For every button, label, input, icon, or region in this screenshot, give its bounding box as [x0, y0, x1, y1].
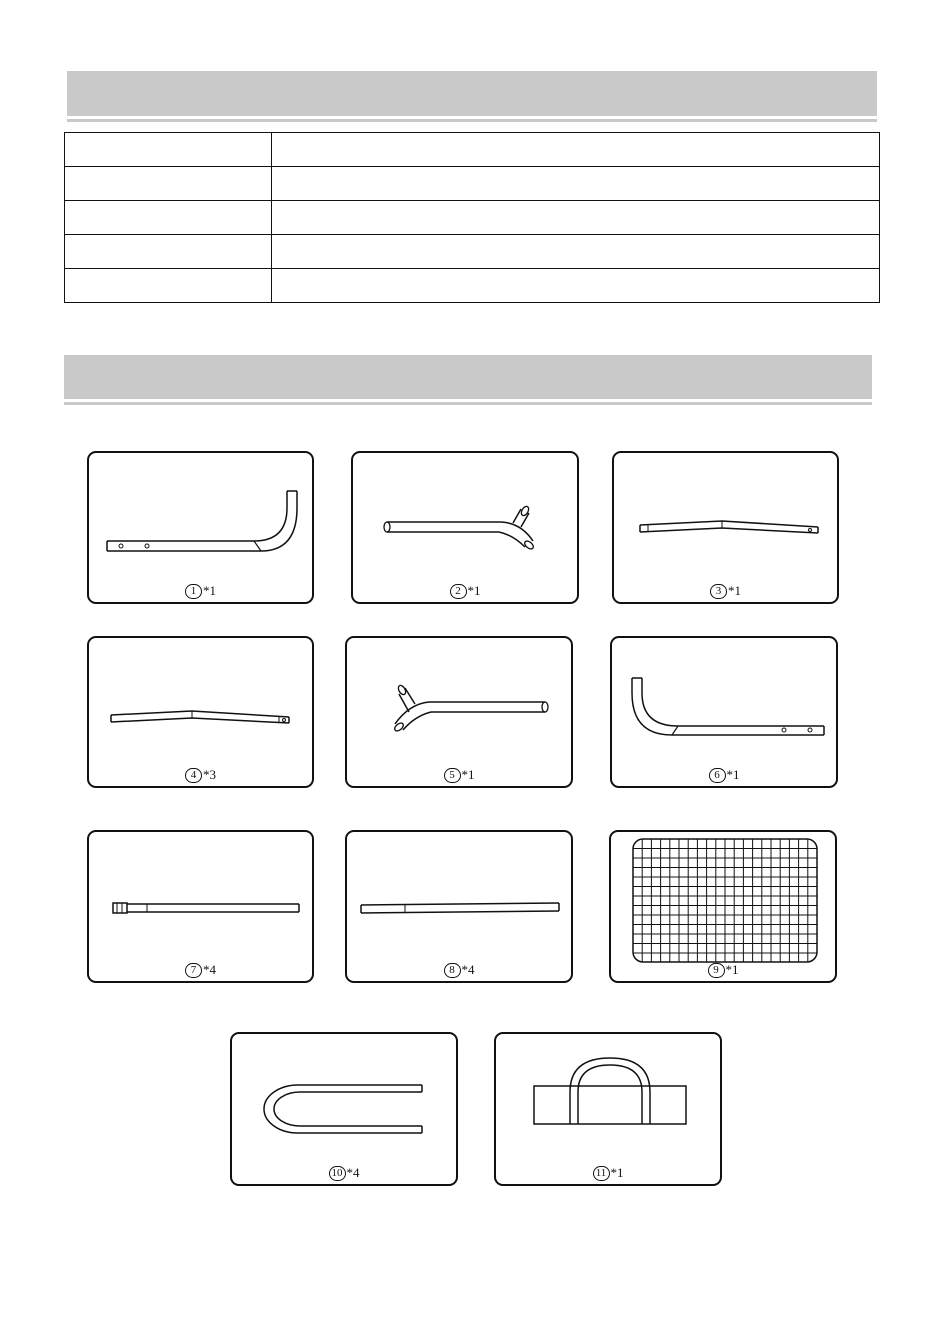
- spec-value-cell: [272, 133, 880, 167]
- section-header-rule-1: [67, 119, 877, 122]
- spec-label-cell: [65, 201, 272, 235]
- section-header-rule-2: [64, 402, 872, 405]
- part-card-4: [87, 636, 314, 788]
- part-card-1: [87, 451, 314, 604]
- part-quantity: *1: [728, 583, 741, 598]
- part-number: 4: [185, 768, 202, 783]
- part-number: 9: [708, 963, 725, 978]
- part-number: 8: [444, 963, 461, 978]
- spec-table-row: [65, 133, 880, 167]
- part-number: 5: [444, 768, 461, 783]
- section-header-banner-2: [64, 355, 872, 399]
- spec-value-cell: [272, 201, 880, 235]
- part-card-5: [345, 636, 573, 788]
- part-quantity: *4: [461, 962, 475, 977]
- spec-value-cell: [272, 269, 880, 303]
- part-quantity: *1: [203, 583, 216, 598]
- part-card-8: [345, 830, 573, 983]
- section-header-banner-1: [67, 71, 877, 116]
- part-quantity: *1: [726, 767, 740, 782]
- spec-label-cell: [65, 167, 272, 201]
- part-card-11: [494, 1032, 722, 1186]
- spec-label-cell: [65, 269, 272, 303]
- part-quantity: *4: [203, 962, 216, 977]
- part-number: 6: [709, 768, 726, 783]
- part-quantity: *1: [467, 583, 481, 598]
- part-card-7: [87, 830, 314, 983]
- part-number: 3: [710, 584, 727, 599]
- spec-label-cell: [65, 235, 272, 269]
- spec-value-cell: [272, 167, 880, 201]
- part-quantity: *3: [203, 767, 216, 782]
- spec-value-cell: [272, 235, 880, 269]
- part-card-9: [609, 830, 837, 983]
- part-number: 10: [329, 1166, 346, 1181]
- specification-table: [64, 132, 880, 303]
- part-number: 7: [185, 963, 202, 978]
- spec-table-row: [65, 167, 880, 201]
- part-number: 1: [185, 584, 202, 599]
- spec-table-row: [65, 269, 880, 303]
- part-quantity: *1: [610, 1165, 624, 1180]
- part-number: 11: [593, 1166, 610, 1181]
- part-number: 2: [450, 584, 467, 599]
- spec-label-cell: [65, 133, 272, 167]
- part-quantity: *4: [346, 1165, 360, 1180]
- part-card-10: [230, 1032, 458, 1186]
- part-quantity: *1: [461, 767, 475, 782]
- spec-table-row: [65, 235, 880, 269]
- part-card-2: [351, 451, 579, 604]
- part-card-6: [610, 636, 838, 788]
- part-card-3: [612, 451, 839, 604]
- spec-table-row: [65, 201, 880, 235]
- part-quantity: *1: [725, 962, 739, 977]
